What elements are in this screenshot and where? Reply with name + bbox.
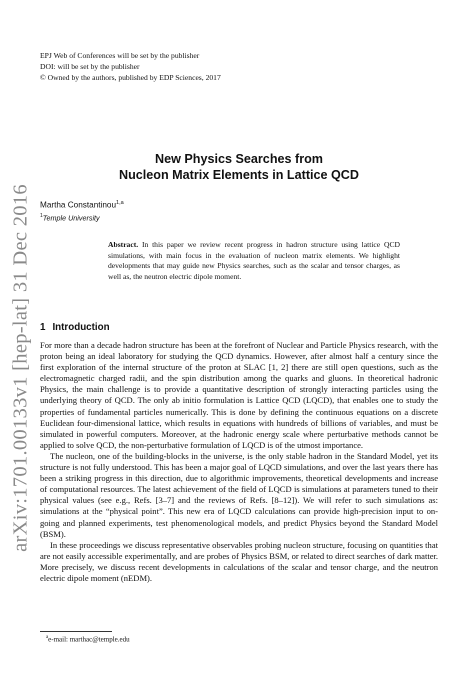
paragraph: For more than a decade hadron structure has been at the forefront of Nuclear and Particle Physics research, with the proton being an ideal laboratory for studying the QCD dynamics. However, after almost half a century since the first exploration of the internal structure of the proton at SLAC [1, 2] there are still open questions, such as the electromagnetic charged radii, and the spin distribution among the quarks and gluons. In theoretical hadronic Physics, the main challenge is to provide a quantitative description of strongly interacting particles using the underlying theory of QCD. The only ab initio formulation is Lattice QCD (LQCD), that enables one to study the properties of fundamental particles numerically. This is done by defining the continuous equations on a discrete Euclidean four-dimensional lattice, which results in equations with hundreds of billions of variables, and must be simulated in powerful computers. Moreover, at the hadronic energy scale where perturbative methods cannot be applied to solve QCD, the non-perturbative formulation of LQCD is of the utmost importance.: [40, 340, 438, 450]
author-name: Martha Constantinou: [40, 200, 117, 210]
footnote-text: e-mail: marthac@temple.edu: [48, 635, 130, 644]
section-number: 1: [40, 322, 46, 333]
publication-header: [40, 50, 221, 83]
section-title: Introduction: [52, 322, 110, 333]
affiliation: [40, 213, 100, 222]
author-marks: 1,a: [116, 200, 124, 206]
footnote-mark: a: [46, 635, 49, 640]
header-line-conference: EPJ Web of Conferences will be set by the publisher: [40, 51, 200, 60]
paragraph: The nucleon, one of the building-blocks in the universe, is the only stable hadron in the Standard Model, yet its structure is not fully understood. This has been a major goal of LQCD simulations, and over the last years there has been a striking progress in this direction, due to algorithmic improvements, theoretical developments and increase of computational resources. The latest achievement of the field of LQCD is simulations at parameters tuned to their physical values (see e.g., Refs. [3–7] and the reviews of Refs. [8–12]). We will refer to such simulations as: simulations at the “physical point”. This new era of LQCD calculations can provide high-precision input to on-going and planned experiments, test phenomenological models, and predict Physics beyond the Standard Model (BSM).: [40, 450, 438, 539]
affiliation-mark: 1: [40, 213, 43, 219]
title-line-1: New Physics Searches from: [155, 152, 323, 166]
abstract-text: In this paper we review recent progress in hadron structure using lattice QCD simulations, with main focus in the evaluation of nucleon matrix elements. We highlight developments that may guide new Physics searches, such as the scalar and tensor charges, as well as, the neutron electric dipole moment.: [108, 240, 400, 281]
body-text: [40, 340, 438, 584]
footnote-rule: [40, 631, 112, 632]
abstract-label: Abstract.: [108, 240, 139, 249]
title-line-2: Nucleon Matrix Elements in Lattice QCD: [118, 168, 360, 182]
section-heading: [40, 322, 110, 333]
affiliation-name: Temple University: [42, 213, 100, 223]
footnote: [46, 635, 130, 643]
arxiv-stamp: [4, 118, 38, 618]
author: [40, 200, 124, 210]
paragraph: In these proceedings we discuss representative observables probing nucleon structure, focusing on quantities that are not easily accessible experimentally, and are probes of Physics BSM, or related to direct searches of dark matter. More precisely, we discuss recent developments in calculations of the scalar and tensor charge, and the neutron electric dipole moment (nEDM).: [40, 539, 438, 583]
arxiv-stamp-text: arXiv:1701.00133v1 [hep-lat] 31 Dec 2016: [9, 184, 32, 552]
abstract: [108, 240, 400, 282]
header-line-copyright: © Owned by the authors, published by EDP Sciences, 2017: [40, 73, 221, 82]
header-line-doi: DOI: will be set by the publisher: [40, 62, 140, 71]
paper-title: [40, 151, 438, 183]
